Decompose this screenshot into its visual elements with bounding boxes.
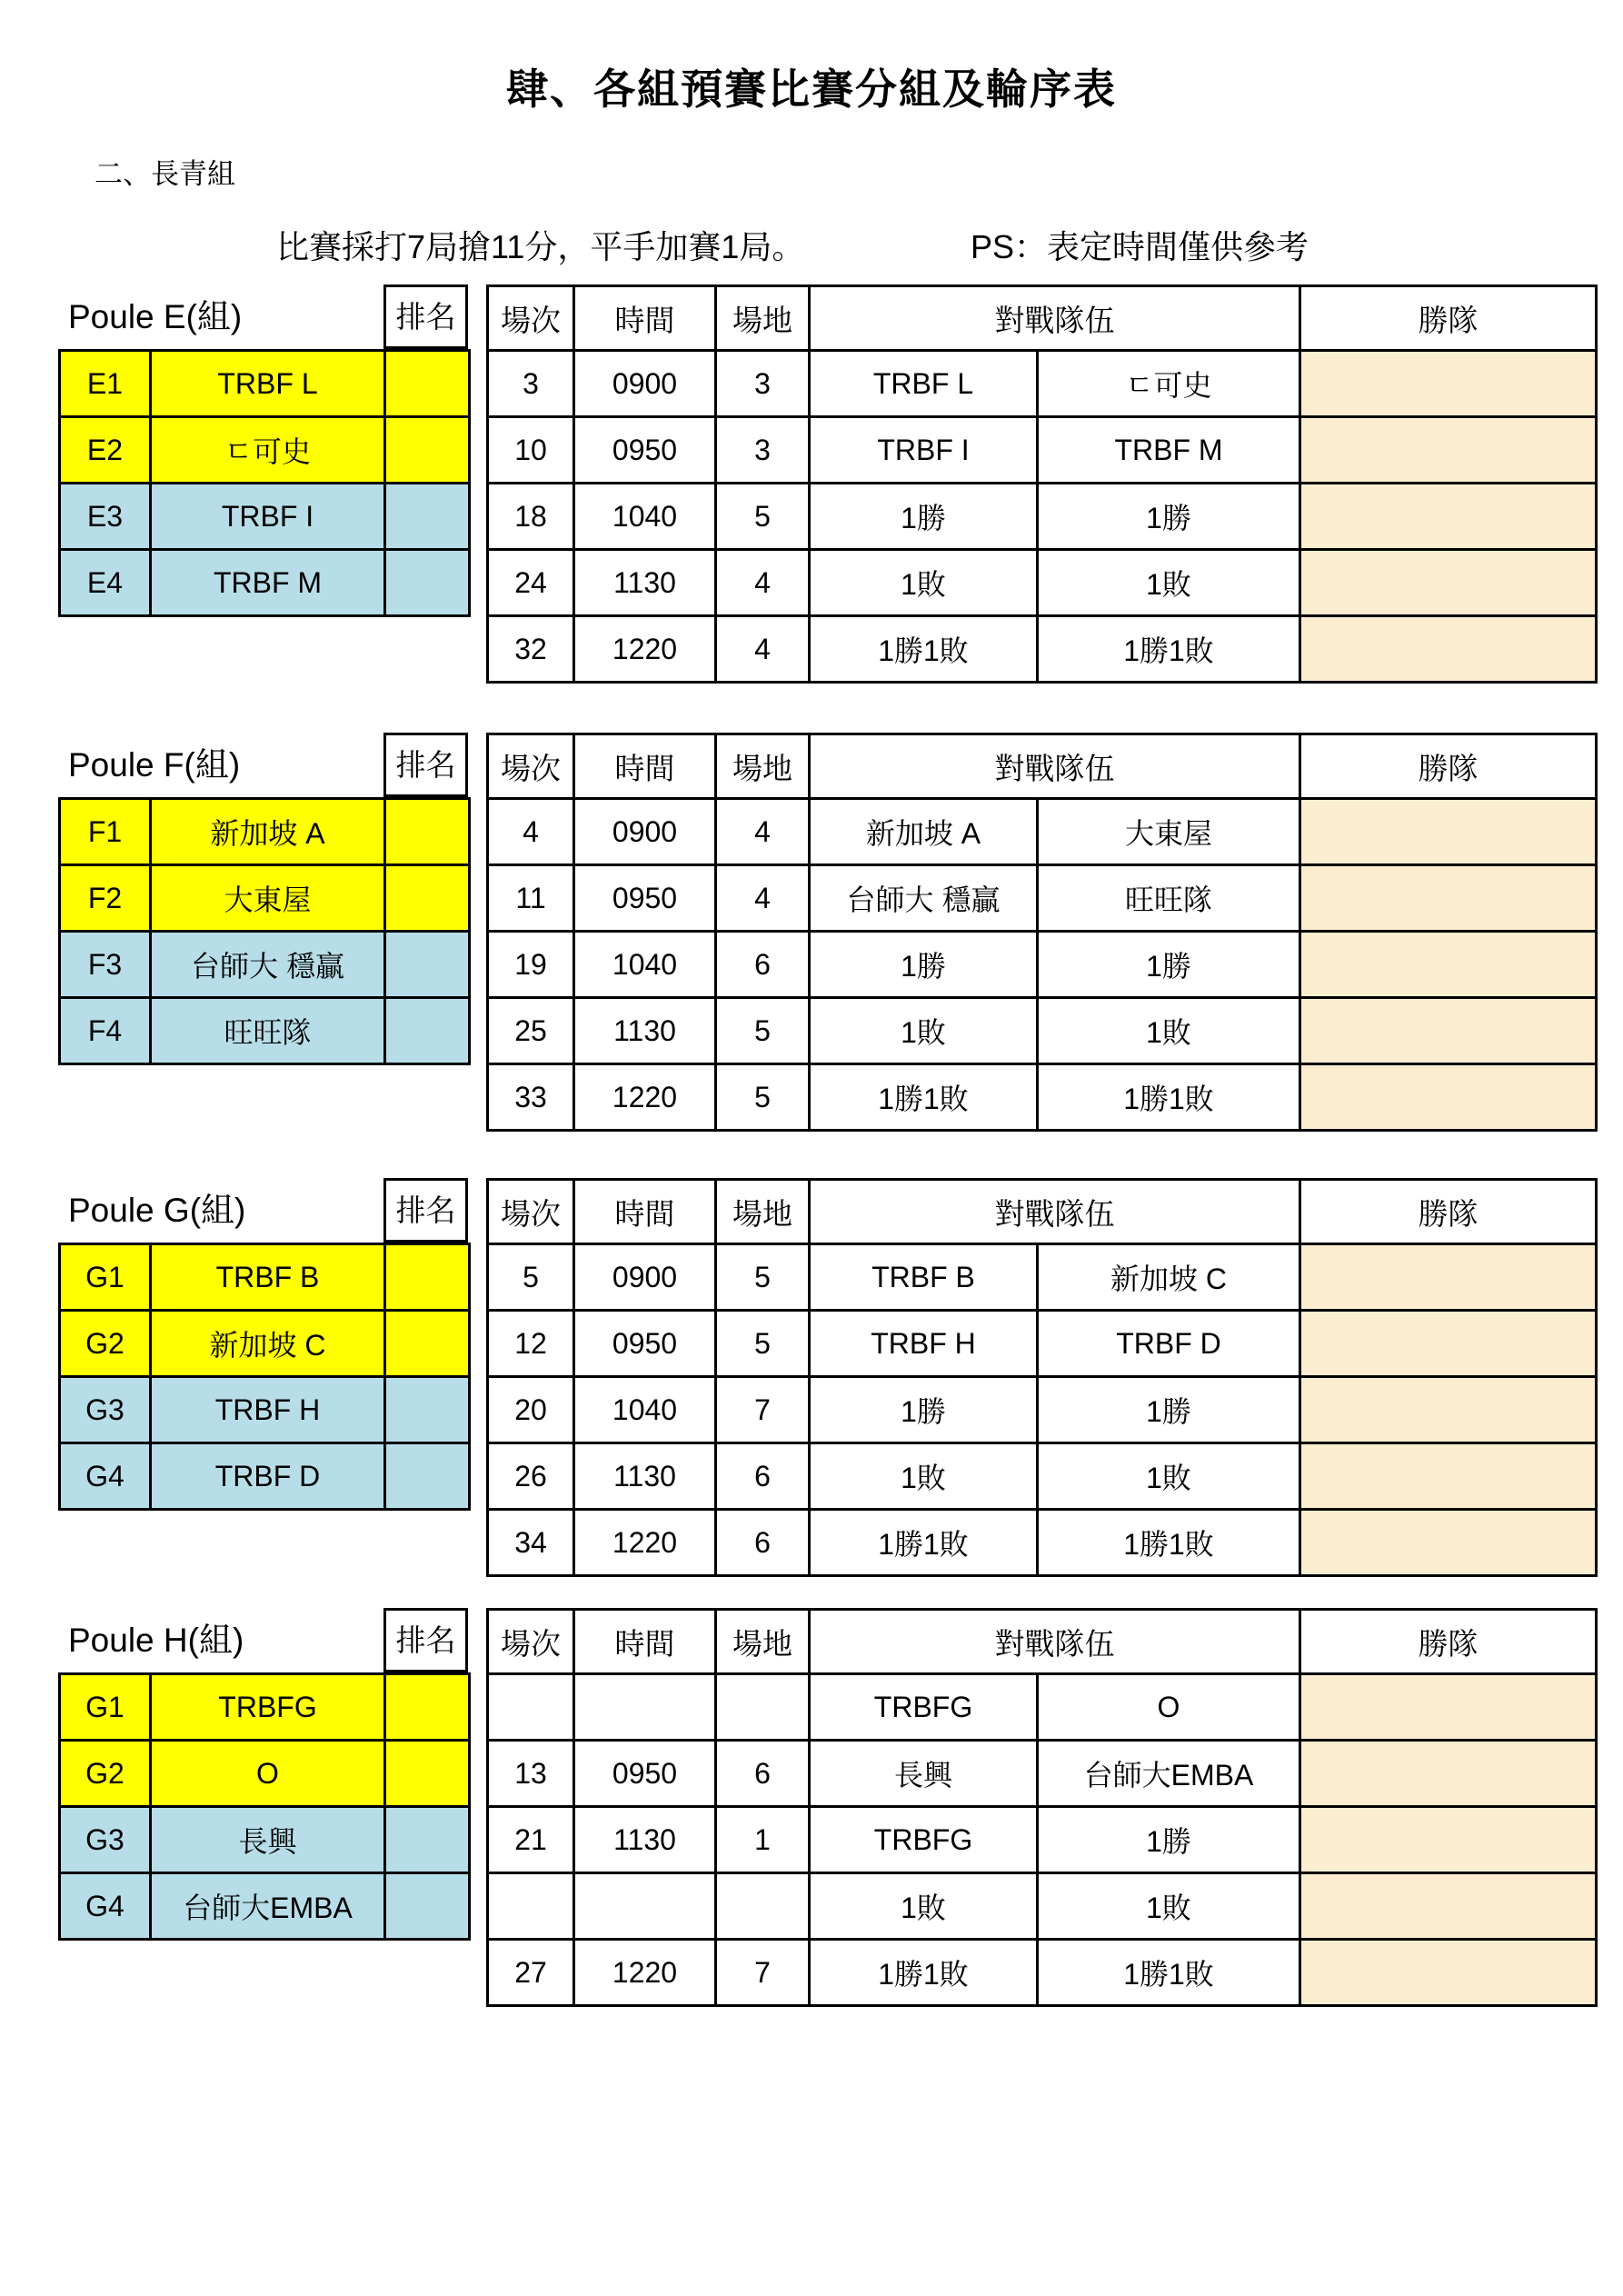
- match-no: [488, 1674, 574, 1741]
- match-time: 1220: [574, 1940, 716, 2006]
- match-table: [486, 1178, 1598, 1577]
- match-team1: 1勝: [810, 1377, 1038, 1443]
- match-team2: 1勝: [1038, 1807, 1300, 1873]
- match-winner: [1300, 932, 1597, 998]
- match-row: [488, 1244, 1597, 1311]
- match-team2: 新加坡 C: [1038, 1244, 1300, 1311]
- match-team1: TRBF B: [810, 1244, 1038, 1311]
- col-winner: 勝隊: [1300, 286, 1597, 351]
- match-court: 4: [716, 616, 810, 683]
- match-court: [716, 1873, 810, 1940]
- match-winner: [1300, 799, 1597, 865]
- match-team2: 1勝1敗: [1038, 1510, 1300, 1576]
- team-code: F1: [60, 799, 151, 865]
- poule-title: Poule H(組): [68, 1622, 244, 1659]
- col-match-no: 場次: [488, 1180, 574, 1244]
- match-table: [486, 285, 1598, 684]
- match-winner: [1300, 1377, 1597, 1443]
- match-time: 0950: [574, 1311, 716, 1377]
- match-row: [488, 417, 1597, 484]
- match-no: 26: [488, 1443, 574, 1510]
- match-row: [488, 1741, 1597, 1807]
- match-team2: 1敗: [1038, 1443, 1300, 1510]
- col-time: 時間: [574, 734, 716, 799]
- team-rank: [385, 1244, 470, 1311]
- match-time: 1130: [574, 1807, 716, 1873]
- col-winner: 勝隊: [1300, 1610, 1597, 1674]
- team-rank: [385, 799, 470, 865]
- team-name: 台師大 穩贏: [151, 932, 385, 998]
- match-team1: 1勝1敗: [810, 1510, 1038, 1576]
- match-court: 5: [716, 1311, 810, 1377]
- team-rank: [385, 865, 470, 932]
- team-name: TRBF I: [151, 484, 385, 550]
- match-time: 0950: [574, 865, 716, 932]
- match-team2: O: [1038, 1674, 1300, 1741]
- team-table: [58, 1672, 471, 1941]
- match-winner: [1300, 1873, 1597, 1940]
- team-code: E3: [60, 484, 151, 550]
- match-no: 12: [488, 1311, 574, 1377]
- match-time: 0900: [574, 799, 716, 865]
- match-header-row: [488, 1610, 1597, 1674]
- team-code: G3: [60, 1807, 151, 1873]
- team-rank: [385, 484, 470, 550]
- match-team2: 1敗: [1038, 998, 1300, 1064]
- col-opponents: 對戰隊伍: [810, 286, 1300, 351]
- match-no: 5: [488, 1244, 574, 1311]
- team-rank: [385, 550, 470, 616]
- col-opponents: 對戰隊伍: [810, 734, 1300, 799]
- match-no: 27: [488, 1940, 574, 2006]
- col-winner: 勝隊: [1300, 1180, 1597, 1244]
- team-code: E4: [60, 550, 151, 616]
- match-no: 11: [488, 865, 574, 932]
- team-name: TRBF D: [151, 1443, 385, 1510]
- rules-note: 比賽採打7局搶11分，平手加賽1局。: [276, 228, 805, 265]
- match-header-row: [488, 1180, 1597, 1244]
- team-name: 旺旺隊: [151, 998, 385, 1064]
- match-row: [488, 1311, 1597, 1377]
- match-winner: [1300, 1311, 1597, 1377]
- rank-header: 排名: [383, 1608, 468, 1672]
- match-row: [488, 1377, 1597, 1443]
- col-opponents: 對戰隊伍: [810, 1610, 1300, 1674]
- match-team2: 1敗: [1038, 1873, 1300, 1940]
- match-time: 1220: [574, 1064, 716, 1131]
- match-time: 1040: [574, 932, 716, 998]
- poule-title: Poule F(組): [68, 746, 241, 784]
- match-row: [488, 1443, 1597, 1510]
- match-team2: 1勝1敗: [1038, 1064, 1300, 1131]
- match-time: 1130: [574, 550, 716, 616]
- team-rank: [385, 417, 470, 484]
- match-team1: 1敗: [810, 998, 1038, 1064]
- match-court: 3: [716, 351, 810, 417]
- match-winner: [1300, 351, 1597, 417]
- team-code: F2: [60, 865, 151, 932]
- match-time: [574, 1674, 716, 1741]
- match-winner: [1300, 1674, 1597, 1741]
- match-time: 1130: [574, 998, 716, 1064]
- match-team1: TRBF I: [810, 417, 1038, 484]
- team-name: TRBF B: [151, 1244, 385, 1311]
- match-row: [488, 1873, 1597, 1940]
- team-row: [60, 351, 470, 417]
- match-court: 4: [716, 550, 810, 616]
- match-team1: TRBF L: [810, 351, 1038, 417]
- group-subtitle: 二、長青組: [95, 158, 235, 190]
- poule-section: [0, 1178, 1623, 1582]
- poule-title: Poule G(組): [68, 1192, 246, 1229]
- match-no: 19: [488, 932, 574, 998]
- col-time: 時間: [574, 1610, 716, 1674]
- col-court: 場地: [716, 286, 810, 351]
- team-code: G1: [60, 1674, 151, 1741]
- poule-title: Poule E(組): [68, 298, 243, 335]
- match-no: 18: [488, 484, 574, 550]
- col-court: 場地: [716, 734, 810, 799]
- match-team1: 1勝: [810, 932, 1038, 998]
- match-team2: 1勝1敗: [1038, 1940, 1300, 2006]
- match-header-row: [488, 734, 1597, 799]
- match-time: 1040: [574, 484, 716, 550]
- match-row: [488, 865, 1597, 932]
- team-rank: [385, 1377, 470, 1443]
- team-code: E1: [60, 351, 151, 417]
- match-no: 10: [488, 417, 574, 484]
- match-row: [488, 998, 1597, 1064]
- col-match-no: 場次: [488, 1610, 574, 1674]
- match-court: 6: [716, 1510, 810, 1576]
- match-team1: 1敗: [810, 1873, 1038, 1940]
- ps-note: PS：表定時間僅供參考: [971, 228, 1309, 265]
- match-time: 0900: [574, 1244, 716, 1311]
- team-rank: [385, 932, 470, 998]
- match-row: [488, 616, 1597, 683]
- team-row: [60, 1443, 470, 1510]
- team-row: [60, 417, 470, 484]
- match-table: [486, 1608, 1598, 2007]
- match-winner: [1300, 1510, 1597, 1576]
- match-time: 1220: [574, 1510, 716, 1576]
- team-row: [60, 1873, 470, 1940]
- match-no: 13: [488, 1741, 574, 1807]
- team-rank: [385, 1873, 470, 1940]
- team-name: O: [151, 1741, 385, 1807]
- match-court: 5: [716, 1064, 810, 1131]
- match-time: 1220: [574, 616, 716, 683]
- match-team2: 1敗: [1038, 550, 1300, 616]
- team-row: [60, 1807, 470, 1873]
- match-no: 3: [488, 351, 574, 417]
- match-court: 7: [716, 1377, 810, 1443]
- match-row: [488, 1674, 1597, 1741]
- match-team1: TRBFG: [810, 1674, 1038, 1741]
- match-winner: [1300, 484, 1597, 550]
- team-row: [60, 799, 470, 865]
- match-row: [488, 932, 1597, 998]
- team-rank: [385, 1443, 470, 1510]
- team-name: TRBF L: [151, 351, 385, 417]
- match-team1: 1勝1敗: [810, 616, 1038, 683]
- match-team2: 旺旺隊: [1038, 865, 1300, 932]
- match-court: 5: [716, 1244, 810, 1311]
- match-court: 5: [716, 484, 810, 550]
- match-no: 34: [488, 1510, 574, 1576]
- match-winner: [1300, 1940, 1597, 2006]
- team-rank: [385, 1674, 470, 1741]
- col-match-no: 場次: [488, 734, 574, 799]
- team-rank: [385, 1807, 470, 1873]
- col-winner: 勝隊: [1300, 734, 1597, 799]
- match-team1: TRBFG: [810, 1807, 1038, 1873]
- match-court: 4: [716, 799, 810, 865]
- team-code: G4: [60, 1873, 151, 1940]
- col-opponents: 對戰隊伍: [810, 1180, 1300, 1244]
- rank-header: 排名: [383, 733, 468, 797]
- match-winner: [1300, 417, 1597, 484]
- rank-header: 排名: [383, 285, 468, 349]
- team-row: [60, 865, 470, 932]
- match-row: [488, 1807, 1597, 1873]
- match-team1: TRBF H: [810, 1311, 1038, 1377]
- match-team2: TRBF M: [1038, 417, 1300, 484]
- match-winner: [1300, 1443, 1597, 1510]
- match-court: [716, 1674, 810, 1741]
- poule-section: [0, 285, 1623, 688]
- col-match-no: 場次: [488, 286, 574, 351]
- team-rank: [385, 1311, 470, 1377]
- team-code: G2: [60, 1741, 151, 1807]
- col-court: 場地: [716, 1610, 810, 1674]
- match-time: 1130: [574, 1443, 716, 1510]
- match-row: [488, 799, 1597, 865]
- team-code: E2: [60, 417, 151, 484]
- match-winner: [1300, 1741, 1597, 1807]
- match-header-row: [488, 286, 1597, 351]
- match-team1: 台師大 穩贏: [810, 865, 1038, 932]
- match-team1: 1勝: [810, 484, 1038, 550]
- match-team1: 1敗: [810, 1443, 1038, 1510]
- page-title: 肆、各組預賽比賽分組及輪序表: [506, 65, 1117, 113]
- team-rank: [385, 1741, 470, 1807]
- match-team2: 1勝: [1038, 484, 1300, 550]
- match-time: 0900: [574, 351, 716, 417]
- team-name: 新加坡 C: [151, 1311, 385, 1377]
- rank-header: 排名: [383, 1178, 468, 1243]
- match-no: 33: [488, 1064, 574, 1131]
- team-table: [58, 349, 471, 617]
- match-court: 6: [716, 932, 810, 998]
- match-winner: [1300, 550, 1597, 616]
- match-winner: [1300, 616, 1597, 683]
- team-code: G3: [60, 1377, 151, 1443]
- match-team1: 1敗: [810, 550, 1038, 616]
- team-code: G2: [60, 1311, 151, 1377]
- col-court: 場地: [716, 1180, 810, 1244]
- match-time: 0950: [574, 1741, 716, 1807]
- team-row: [60, 1674, 470, 1741]
- match-time: [574, 1873, 716, 1940]
- match-no: 25: [488, 998, 574, 1064]
- team-table: [58, 1243, 471, 1511]
- team-name: ㄷ可史: [151, 417, 385, 484]
- team-code: G1: [60, 1244, 151, 1311]
- match-row: [488, 1510, 1597, 1576]
- team-row: [60, 484, 470, 550]
- match-court: 3: [716, 417, 810, 484]
- match-winner: [1300, 1244, 1597, 1311]
- team-name: 大東屋: [151, 865, 385, 932]
- col-time: 時間: [574, 286, 716, 351]
- match-team1: 1勝1敗: [810, 1940, 1038, 2006]
- team-row: [60, 1311, 470, 1377]
- match-winner: [1300, 865, 1597, 932]
- team-code: F4: [60, 998, 151, 1064]
- match-row: [488, 351, 1597, 417]
- match-team2: 大東屋: [1038, 799, 1300, 865]
- match-court: 5: [716, 998, 810, 1064]
- team-row: [60, 1377, 470, 1443]
- match-row: [488, 550, 1597, 616]
- match-time: 0950: [574, 417, 716, 484]
- team-table: [58, 797, 471, 1065]
- match-winner: [1300, 998, 1597, 1064]
- match-team2: TRBF D: [1038, 1311, 1300, 1377]
- match-winner: [1300, 1807, 1597, 1873]
- team-rank: [385, 998, 470, 1064]
- match-time: 1040: [574, 1377, 716, 1443]
- team-row: [60, 932, 470, 998]
- team-code: F3: [60, 932, 151, 998]
- match-row: [488, 1940, 1597, 2006]
- match-winner: [1300, 1064, 1597, 1131]
- match-row: [488, 1064, 1597, 1131]
- col-time: 時間: [574, 1180, 716, 1244]
- match-team2: 1勝: [1038, 932, 1300, 998]
- team-row: [60, 550, 470, 616]
- team-code: G4: [60, 1443, 151, 1510]
- team-row: [60, 998, 470, 1064]
- match-no: [488, 1873, 574, 1940]
- match-no: 32: [488, 616, 574, 683]
- match-team2: 台師大EMBA: [1038, 1741, 1300, 1807]
- match-team2: ㄷ可史: [1038, 351, 1300, 417]
- team-name: 新加坡 A: [151, 799, 385, 865]
- match-table: [486, 733, 1598, 1132]
- match-court: 1: [716, 1807, 810, 1873]
- poule-section: [0, 733, 1623, 1136]
- team-name: 長興: [151, 1807, 385, 1873]
- match-no: 21: [488, 1807, 574, 1873]
- match-team2: 1勝1敗: [1038, 616, 1300, 683]
- match-team1: 長興: [810, 1741, 1038, 1807]
- match-no: 24: [488, 550, 574, 616]
- team-row: [60, 1244, 470, 1311]
- match-team1: 1勝1敗: [810, 1064, 1038, 1131]
- team-name: TRBFG: [151, 1674, 385, 1741]
- match-row: [488, 484, 1597, 550]
- team-row: [60, 1741, 470, 1807]
- match-team1: 新加坡 A: [810, 799, 1038, 865]
- team-name: TRBF H: [151, 1377, 385, 1443]
- team-name: TRBF M: [151, 550, 385, 616]
- match-court: 6: [716, 1443, 810, 1510]
- poule-section: [0, 1608, 1623, 2011]
- team-rank: [385, 351, 470, 417]
- match-no: 20: [488, 1377, 574, 1443]
- match-court: 7: [716, 1940, 810, 2006]
- team-name: 台師大EMBA: [151, 1873, 385, 1940]
- match-team2: 1勝: [1038, 1377, 1300, 1443]
- match-court: 6: [716, 1741, 810, 1807]
- match-no: 4: [488, 799, 574, 865]
- match-court: 4: [716, 865, 810, 932]
